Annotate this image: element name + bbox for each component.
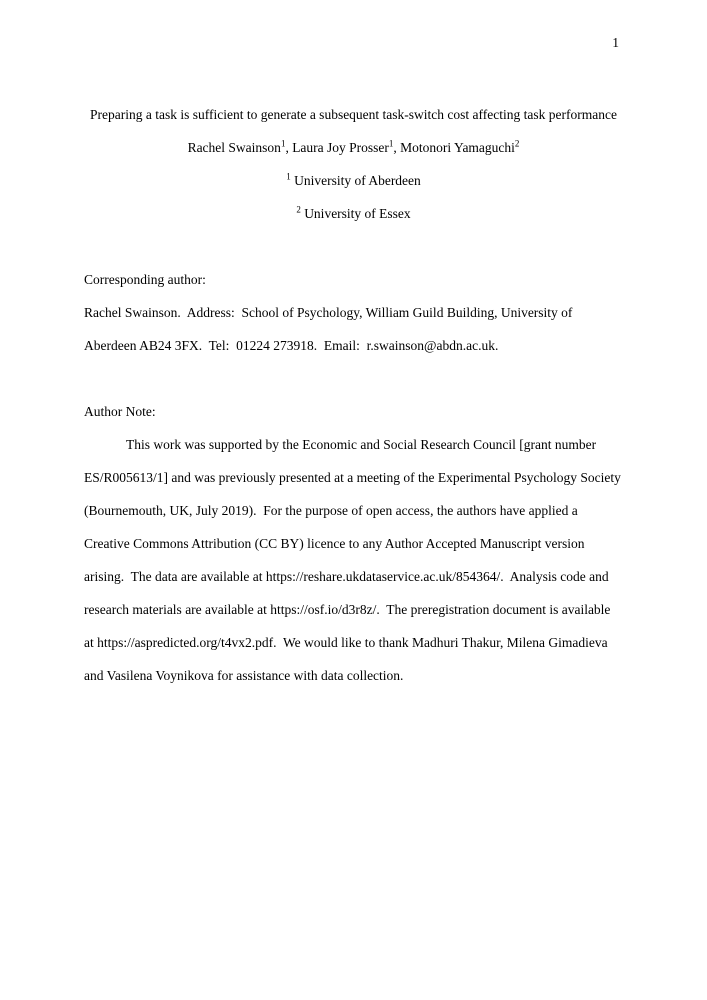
page-number: 1 [612,35,619,50]
author-note-label: Author Note: [84,404,156,419]
author-affiliation-sup: 1 [280,138,286,149]
author-name: Rachel Swainson [187,140,281,155]
author-affiliation-sup: 1 [388,138,394,149]
author-affiliation-sup: 2 [514,138,520,149]
author-name: , Motonori Yamaguchi [393,140,515,155]
affiliation-line [84,197,623,230]
author-note-text: This work was supported by the Economic and Social Research Council [grant number ES/R005613/1] and was previously presented at a meeting of the Experimental Psychology Society (Bournemouth, UK, July 2019). For the purpose of open access, the authors have applied a Creative Commons Attribution (CC BY) licence to any Author Accepted Manuscript version arising. The data are available at https://reshare.ukdataservice.ac.uk/854364/. Analysis code and research materials are available at https://osf.io/d3r8z/. The preregistration document is available at https://aspredicted.org/t4vx2.pdf. We would like to thank Madhuri Thakur, Milena Gimadieva and Vasilena Voynikova for assistance with data collection. [84,437,625,683]
affiliation-sup: 2 [296,204,301,215]
corresponding-author-label: Corresponding author: [84,272,206,287]
affiliation-name: University of Essex [300,206,411,221]
authors-line [84,131,623,164]
affiliation-name: University of Aberdeen [290,173,421,188]
author-name: , Laura Joy Prosser [285,140,389,155]
affiliation-sup: 1 [286,171,291,182]
corresponding-author-text: Rachel Swainson. Address: School of Psychology, William Guild Building, University of Aberdeen AB24 3FX. Tel: 01224 273918. Email: r.swainson@abdn.ac.uk. [84,305,576,353]
affiliation-line [84,164,623,197]
paper-title: Preparing a task is sufficient to generate a subsequent task-switch cost affecting task performance [90,107,617,122]
